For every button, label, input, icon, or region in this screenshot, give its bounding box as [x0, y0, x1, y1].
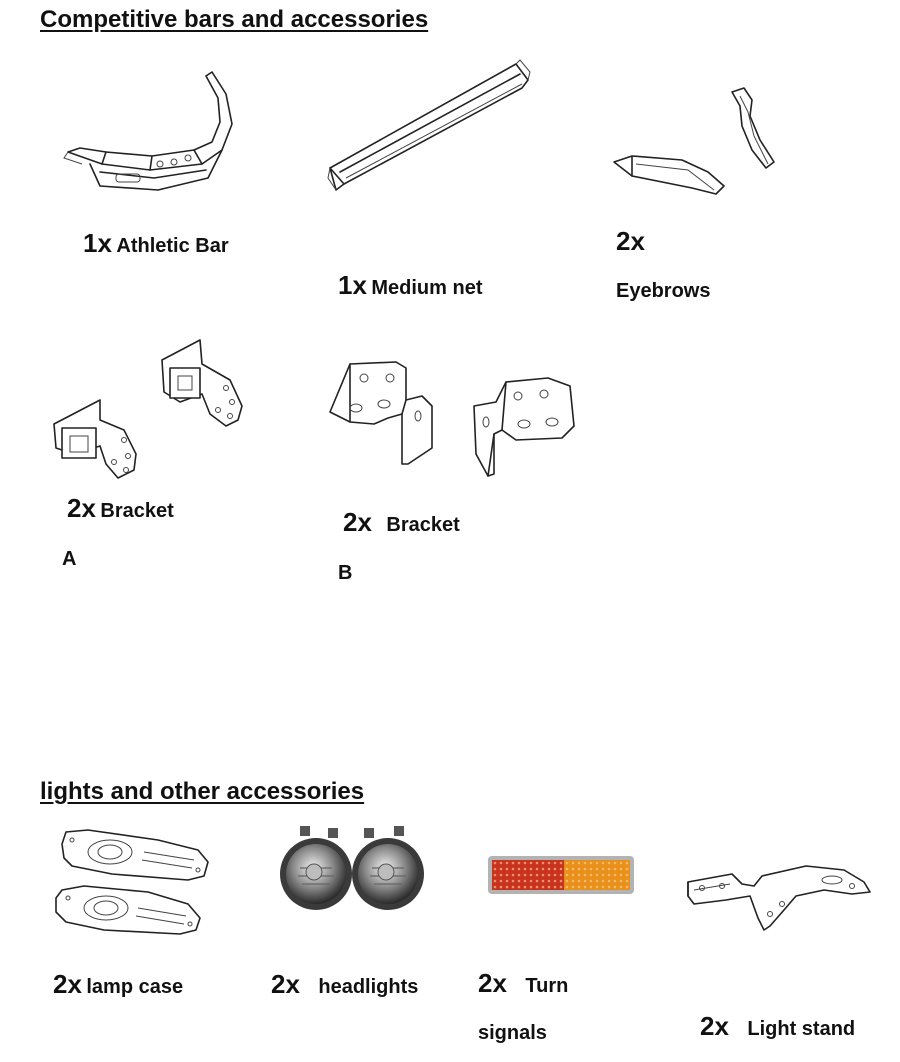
athletic-bar-name: Athletic Bar — [116, 235, 229, 257]
bracket-b-drawing — [326, 356, 586, 481]
headlights-name: headlights — [318, 976, 419, 998]
bracket-b-suffix: B — [338, 562, 353, 584]
eyebrows-qty: 2x — [616, 226, 645, 256]
eyebrows-drawing — [610, 86, 785, 198]
light-stand-drawing — [684, 860, 874, 932]
lamp-case-label — [53, 969, 183, 1000]
headlights-qty: 2x — [271, 969, 300, 999]
bracket-b-qty: 2x — [343, 507, 372, 537]
medium-net-label — [338, 270, 483, 301]
athletic-bar-drawing — [62, 68, 242, 193]
bracket-b-name: Bracket — [386, 514, 460, 536]
lamp-case-name: lamp case — [86, 976, 184, 998]
medium-net-qty: 1x — [338, 270, 367, 300]
headlights-label — [271, 969, 418, 1000]
athletic-bar-label — [83, 228, 229, 259]
turn-signals-name: Turn — [525, 975, 569, 997]
bracket-a-qty: 2x — [67, 493, 96, 523]
lamp-case-drawing — [48, 826, 216, 938]
light-stand-qty: 2x — [700, 1011, 729, 1041]
bracket-a-label — [67, 493, 174, 524]
light-stand-name: Light stand — [747, 1018, 856, 1040]
headlights-photo — [278, 824, 430, 916]
medium-net-name: Medium net — [371, 277, 483, 299]
bracket-b-label — [343, 507, 460, 538]
turn-signals-name-line2: signals — [478, 1022, 547, 1044]
turn-signals-photo — [486, 854, 636, 898]
bracket-a-suffix: A — [62, 548, 77, 570]
lights-section-heading: lights and other accessories — [40, 778, 365, 805]
turn-signals-label — [478, 968, 568, 999]
medium-net-drawing — [326, 60, 531, 195]
lamp-case-qty: 2x — [53, 969, 82, 999]
light-stand-label — [700, 1011, 855, 1042]
bracket-a-drawing — [50, 336, 250, 486]
eyebrows-name: Eyebrows — [616, 280, 711, 302]
athletic-bar-qty: 1x — [83, 228, 112, 258]
bracket-a-name: Bracket — [100, 500, 174, 522]
bars-section-heading: Competitive bars and accessories — [40, 6, 429, 33]
turn-signals-qty: 2x — [478, 968, 507, 998]
